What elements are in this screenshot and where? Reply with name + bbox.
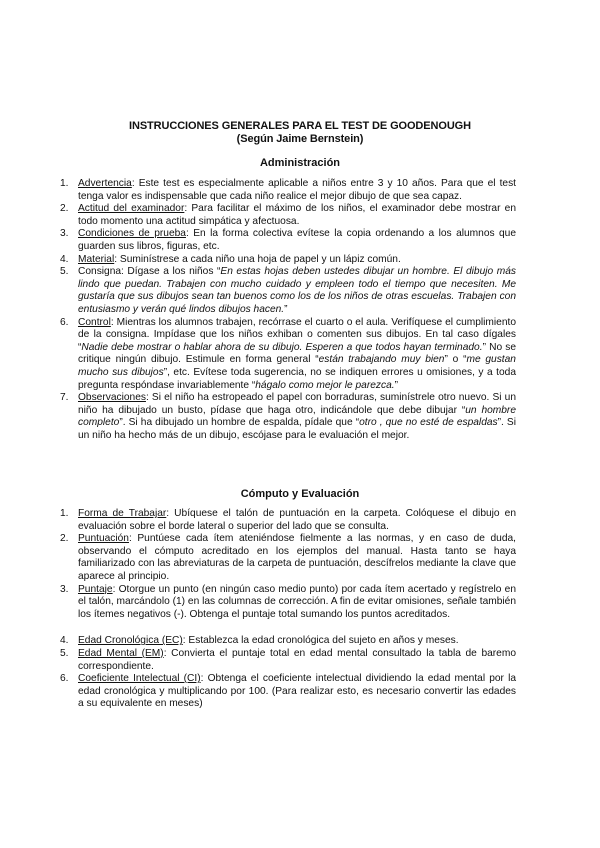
item-number: 4.: [60, 635, 69, 647]
item-text: : Este test es especialmente aplicable a niños entre 3 y 10 años. Para que el test tenga valor es indispensable que cada niño realice el mejor dibujo de que sea capaz.: [78, 178, 516, 202]
item-label: Coeficiente Intelectual (CI): [78, 673, 201, 685]
item-number: 1.: [60, 178, 69, 189]
list-item: [60, 533, 516, 583]
item-text: : Mientras los alumnos trabajen, recórrase el cuarto o el aula. Verifíquese el cumplimiento de la consigna. Impídase que los niños exhiban o comenten sus dibujos. En tal caso dígales “: [78, 316, 516, 353]
item-text: ” No se critique ningún dibujo. Estimule en forma general “: [78, 341, 516, 366]
item-quote: otro , que no esté de espaldas: [359, 417, 498, 429]
item-text: : Otorgue un punto (en ningún caso medio punto) por cada ítem acertado y regístrelo en el talón, marcándolo (1) en las columnas de corrección. A fin de evitar omisiones, señale también los ítemes negativos (-). Obtenga el puntaje total sumando los puntos acreditados.: [78, 583, 516, 620]
list-item: [60, 203, 516, 228]
item-text: : Si el niño ha estropeado el papel con borraduras, suminístrele otro nuevo. Si un niño ha dibujado un busto, pídase que haga otro, indicándole que debe dibujar “: [78, 392, 516, 416]
item-label: Actitud del examinador: [78, 203, 185, 215]
list-item: [60, 673, 516, 711]
item-text: ”. Si un niño ha hecho más de un dibujo, escójase para le evaluación el mejor.: [78, 417, 516, 441]
section-heading-computo: Cómputo y Evaluación: [240, 488, 360, 500]
item-text: ”, etc. Evítese toda sugerencia, no se indiquen errores u omisiones, y a toda pregunta respóndase invariablemente “: [78, 366, 516, 391]
item-number: 1.: [60, 508, 69, 519]
item-label: Material: [78, 253, 115, 265]
item-quote: hágalo como mejor le parezca.: [255, 379, 395, 391]
item-number: 3.: [60, 583, 69, 595]
item-number: 3.: [60, 228, 69, 240]
item-text: ”. Si ha dibujado un hombre de espalda, pídale que “: [119, 417, 360, 429]
item-quote: me gustan mucho sus dibujos: [78, 354, 516, 378]
item-number: 5.: [60, 647, 69, 659]
list-item: [60, 647, 516, 673]
item-number: 6.: [60, 316, 69, 328]
item-quote: están trabajando muy bien: [318, 354, 445, 366]
item-text: : Obtenga el coeficiente intelectual dividiendo la edad mental por la edad cronológica y multiplicando por 100. (Para realizar esto, es necesario convertir las edades a su equivalente en meses): [78, 673, 516, 710]
item-label: Forma de Trabajar: [78, 508, 167, 519]
list-item: [60, 316, 516, 393]
list-item: [60, 583, 516, 622]
item-label: Puntaje: [78, 583, 113, 595]
item-label: Observaciones: [78, 392, 146, 404]
item-number: 7.: [60, 392, 69, 404]
item-quote: Nadie debe mostrar o hablar ahora de su dibujo. Esperen a que todos hayan terminado.: [81, 341, 483, 353]
section-heading-administracion: Administración: [259, 157, 341, 169]
item-label: Control: [78, 316, 111, 328]
item-text: Consigna: Dígase a los niños “: [78, 266, 221, 278]
document-subtitle: (Según Jaime Bernstein): [236, 133, 364, 145]
item-text: ”: [284, 303, 288, 315]
list-item: [60, 508, 516, 533]
item-text: : En la forma colectiva evítese la copia ordenando a los alumnos que guarden sus libros, figuras, etc.: [78, 228, 516, 252]
item-text: : Para facilitar el máximo de los niños, el examinador debe mostrar en todo momento una actitud simpática y afectuosa.: [78, 203, 516, 227]
item-label: Edad Mental (EM): [78, 647, 164, 659]
item-text: : Suminístrese a cada niño una hoja de papel y un lápiz común.: [114, 253, 401, 265]
item-number: 4.: [60, 253, 69, 265]
computo-list: [60, 508, 516, 711]
list-item: [60, 178, 516, 203]
item-number: 5.: [60, 266, 69, 278]
item-number: 2.: [60, 533, 69, 545]
item-number: 2.: [60, 203, 69, 215]
item-number: 6.: [60, 673, 69, 685]
item-label: Condiciones de prueba: [78, 228, 186, 240]
administracion-list: [60, 178, 516, 442]
item-text: : Convierta el puntaje total en edad mental consultado la tabla de baremo correspondiente.: [78, 647, 516, 672]
item-text: : Ubíquese el talón de puntuación en la carpeta. Colóquese el dibujo en evaluación sobre el borde lateral o superior del lado que se consulta.: [78, 508, 516, 532]
item-text: ”: [394, 379, 398, 391]
list-item: [60, 253, 516, 267]
list-item: [60, 635, 516, 648]
item-text: ” o “: [444, 354, 467, 366]
item-text: : Puntúese cada ítem ateniéndose fielmente a las normas, y en caso de duda, observando el cómputo acreditado en los ejemplos del manual. Hasta tanto se haya familiarizado con las abreviaturas de la carpeta de puntuación, descífrelos mediante la clave que aparece al principio.: [78, 533, 516, 582]
item-label: Edad Cronológica (EC): [78, 635, 183, 647]
list-item: [60, 228, 516, 253]
item-label: Puntuación: [78, 533, 129, 545]
list-item: [60, 266, 516, 316]
list-item: [60, 392, 516, 442]
item-label: Advertencia: [78, 178, 132, 189]
item-text: : Establezca la edad cronológica del sujeto en años y meses.: [182, 635, 459, 647]
item-quote: En estas hojas deben ustedes dibujar un hombre. El dibujo más lindo que puedan. Trabajen con mucho cuidado y empleen todo el tiempo que necesiten. Me gustaría que sus dibujos sean tan buenos como los de los niños de otras escuelas. Trabajen con entusiasmo y verán qué lindos dibujos hacen.: [78, 266, 516, 315]
document-title: INSTRUCCIONES GENERALES PARA EL TEST DE GOODENOUGH: [129, 120, 471, 132]
item-quote: un hombre completo: [78, 404, 516, 429]
